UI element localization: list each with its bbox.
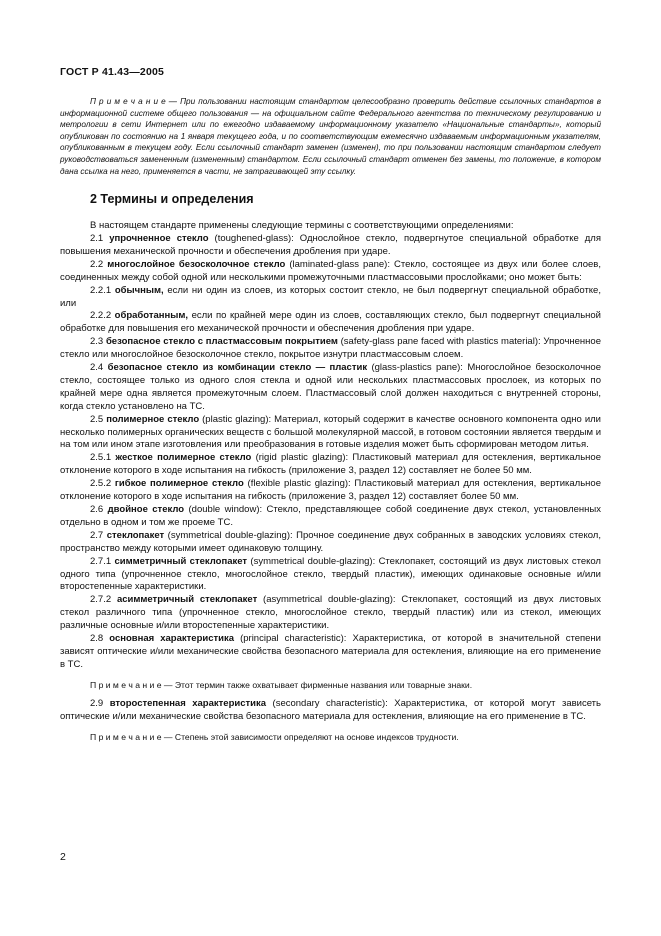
term-2-7	[60, 530, 601, 556]
term-2-2-1	[60, 285, 601, 311]
term-2-4	[60, 362, 601, 414]
term-number: 2.5.2	[90, 478, 115, 490]
term-2-7-2	[60, 594, 601, 633]
term-2-1	[60, 233, 601, 259]
term-name: обработанным,	[114, 310, 189, 322]
term-definition: (flexible plastic glazing): Пластиковый материал для остекления, вертикальное отклонение которого в ходе испытания на гибкость (приложение 3, раздел 12) составляет более 50 мм.	[60, 478, 601, 503]
note-text: — Степень этой зависимости определяют на основе индексов трудности.	[161, 731, 459, 742]
term-name: двойное стекло	[107, 504, 185, 515]
term-definition: (principal characteristic): Характеристика, от которой в значительной степени зависят оптические и/или механические свойства безопасного материала для остекления, влияющие на его применение в ТС.	[60, 633, 601, 670]
note-2-9	[60, 731, 601, 743]
term-2-3	[60, 336, 601, 362]
term-2-5-2	[60, 478, 601, 504]
term-number: 2.7	[90, 529, 107, 541]
term-2-2	[60, 259, 601, 285]
document-id: ГОСТ Р 41.43—2005	[60, 66, 165, 78]
term-number: 2.5	[90, 413, 107, 425]
term-definition: если по крайней мере один из слоев, составляющих стекло, был подвергнут специальной обработке для повышения его механической прочности и обеспечения дробления при ударе.	[60, 310, 601, 335]
term-2-7-1	[60, 556, 601, 595]
term-number: 2.5.1	[90, 452, 116, 464]
term-definition: (plastic glazing): Материал, который содержит в качестве основного компонента одно или несколько полимерных органических веществ с большой молекулярной массой, в готовом состоянии является твердым и на том или ином этапе изготовления или преобразования в готовые изделия может быть сформирован методом литья.	[60, 413, 601, 451]
term-number: 2.9	[90, 697, 110, 709]
term-name: многослойное безосколочное стекло	[107, 258, 286, 270]
page-content	[60, 96, 601, 750]
note-text: — При пользовании настоящим стандартом целесообразно проверить действие ссылочных стандартов в информационной системе общего пользования — на официальном сайте Федерального агентства по техническому регулированию и метрологии в сети Интернет или по ежегодно издаваемому информационному указателю «Национальные стандарты», который опубликован по состоянию на 1 января текущего года, и по соответствующим ежемесячно издаваемым информационным указателям, опубликованным в текущем году. Если ссылочный стандарт заменен (изменен), то при пользовании настоящим стандартом следует руководствоваться замененным (измененным) стандартом. Если ссылочный стандарт отменен без замены, то положение, в котором дана ссылка на него, применяется в части, не затрагивающей эту ссылку.	[60, 97, 601, 176]
section-title: 2 Термины и определения	[90, 192, 254, 207]
term-name: стеклопакет	[106, 529, 165, 541]
term-number: 2.2.2	[90, 310, 115, 322]
term-name: основная характеристика	[109, 633, 235, 645]
section-intro: В настоящем стандарте применены следующие термины с соответствующими определениями:	[90, 220, 514, 232]
term-number: 2.3	[90, 336, 106, 348]
note-label: П р и м е ч а н и е	[90, 731, 162, 742]
term-name: обычным,	[114, 284, 164, 296]
reference-note	[60, 96, 601, 177]
term-name: безопасное стекло с пластмассовым покрытием	[105, 336, 338, 348]
term-name: асимметричный стеклопакет	[116, 594, 258, 606]
term-number: 2.2	[90, 258, 108, 270]
term-number: 2.8	[90, 633, 110, 645]
term-2-2-2	[60, 310, 601, 336]
term-definition: (glass-plastics pane): Многослойное безосколочное стекло, состоящее только из одного слоя стекла и одной или нескольких пластмассовых прослоек, из которых по крайней мере одна является промежуточным слоем. Пластмассовый слой должен находиться с внутренней стороны, когда стекло установлено на ТС.	[60, 362, 601, 412]
note-label: П р и м е ч а н и е	[90, 97, 166, 106]
term-definition: (toughened-glass): Однослойное стекло, подвергнутое специальной обработке для повышения механической прочности и обеспечения дробления при ударе.	[60, 232, 601, 257]
term-name: жесткое полимерное стекло	[115, 452, 252, 464]
term-number: 2.6	[90, 504, 108, 515]
term-number: 2.7.1	[90, 555, 115, 567]
term-definition: если ни один из слоев, из которых состоит стекло, не был подвергнут специальной обработке, или	[60, 284, 601, 309]
term-definition: (symmetrical double-glazing): Прочное соединение двух собранных в заводских условиях стекол, пространство между которыми имеет одинаковую толщину.	[60, 529, 601, 554]
term-name: полимерное стекло	[106, 413, 200, 425]
term-number: 2.1	[90, 232, 110, 244]
term-name: упрочненное стекло	[109, 232, 209, 244]
term-name: гибкое полимерное стекло	[114, 478, 244, 490]
term-name: второстепенная характеристика	[109, 697, 267, 709]
term-definition: (rigid plastic glazing): Пластиковый материал для остекления, вертикальное отклонение которого в ходе испытания на гибкость (приложение 3, раздел 12) составляет не более 50 мм.	[60, 452, 601, 477]
term-2-5	[60, 414, 601, 453]
term-name: симметричный стеклопакет	[114, 555, 248, 567]
term-definition: (laminated-glass pane): Стекло, состоящее из двух или более слоев, соединенных между собой одной или несколькими промежуточными пластмассовыми прослойками; оно может быть:	[60, 258, 601, 283]
page-number: 2	[60, 851, 66, 863]
term-2-6	[60, 504, 601, 530]
term-number: 2.2.1	[90, 284, 115, 296]
note-text: — Этот термин также охватывает фирменные названия или товарные знаки.	[161, 679, 473, 690]
term-number: 2.4	[90, 362, 108, 374]
term-2-8	[60, 633, 601, 672]
term-2-5-1	[60, 452, 601, 478]
term-2-9	[60, 698, 601, 724]
term-definition: (asymmetrical double-glazing): Стеклопакет, состоящий из двух листовых стекол различного типа (упрочненное стекло, многослойное стекло, твердый пластик) или из стекол, имеющих различные основные и/или второстепенные характеристики.	[60, 594, 601, 632]
term-number: 2.7.2	[90, 594, 117, 606]
note-2-8	[60, 679, 601, 691]
term-name: безопасное стекло из комбинации стекло — пластик	[107, 362, 368, 374]
term-definition: (secondary characteristic): Характеристика, от которой могут зависеть оптические и/или механические свойства безопасного материала для остекления, влияющие на его применение в ТС.	[60, 697, 601, 722]
note-label: П р и м е ч а н и е	[90, 679, 162, 690]
term-definition: (double window): Стекло, представляющее собой соединение двух стекол, установленных отдельно в одном и том же проеме ТС.	[60, 504, 602, 528]
term-definition: (safety-glass pane faced with plastics material): Упрочненное стекло или многослойное безосколочное стекло, покрытое изнутри пластмассовым слоем.	[60, 336, 601, 361]
term-definition: (symmetrical double-glazing): Стеклопакет, состоящий из двух листовых стекол одного типа (упрочненное стекло, многослойное стекло, твердый пластик), имеющих одинаковые основные и/или второстепенные характеристики.	[60, 555, 601, 593]
